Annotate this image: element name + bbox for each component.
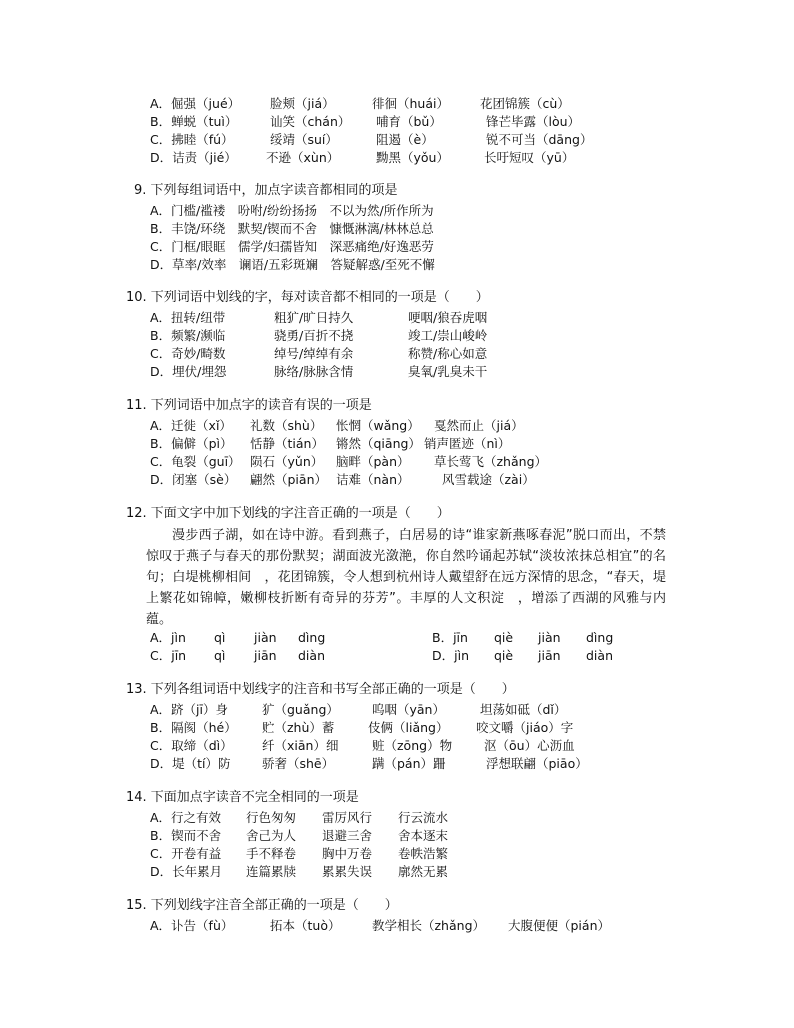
q8-b-1: B．蝉蜕（tuì） <box>150 114 238 129</box>
q8-b-3: 哺育（bǔ） <box>376 114 442 129</box>
q13-title: 13. 下列各组词语中划线字的注音和书写全部正确的一项是（ ） <box>126 682 515 697</box>
q11-title: 11. 下列词语中加点字的读音有误的一项是 <box>126 398 372 413</box>
q12-passage-text: 漫步西子湖，如在诗中游。看到燕子，白居易的诗“谁家新燕啄春泥”脱口而出，不禁惊叹于燕子与春天的那份默契；湖面波光潋滟，你自然吟诵起苏轼“淡妆浓抹总相宜”的名句；白堤桃柳相间 ，花团锦簇，令人想到杭州诗人戴望舒在远方深情的思念，“春天，堤上繁花如锦幛，嫩柳枝折断有奇异的芬芳”。丰厚的人文积淀 ，增添了西湖的风雅与内蕴。 <box>146 528 666 627</box>
q8-a-1: A．倔强（jué） <box>150 96 241 111</box>
q8-d-3: 黝黑（yǒu） <box>376 150 449 165</box>
q8-c-1: C．拂睦（fú） <box>150 132 234 147</box>
q14-title: 14. 下面加点字读音不完全相同的一项是 <box>126 790 359 805</box>
q8-a-2: 脸颊（jiá） <box>270 96 335 111</box>
q9-title: 9. 下列每组词语中，加点字读音都相同的项是 <box>134 183 398 198</box>
q8-a-3: 徘徊（huái） <box>372 96 449 111</box>
q8-c-3: 阻遏（è） <box>376 132 434 147</box>
q8-d-4: 长吁短叹（yū） <box>484 150 575 165</box>
q8-a-4: 花团锦簇（cù） <box>480 96 570 111</box>
q8-b-4: 锋芒毕露（lòu） <box>486 114 581 129</box>
exam-page: A．倔强（jué） 脸颊（jiá） 徘徊（huái） 花团锦簇（cù） B．蝉蜕（tuì） 讪笑（chán） 哺育（bǔ） 锋芒毕露（lòu） C．拂睦（fú） 绥靖（suí） 阻遏（è） 锐不可当（dāng） D．诘责（jié） 不逊（xùn） 黝黑（yǒu） 长吁短叹（yū） 9. 下列每组词语中，加点字读音都相同的项是 A．门槛/褴褛 吩咐/纷纷扬扬 不以为然/所作所为 B．丰饶/环绕 默契/锲而不舍 慷慨淋漓/林林总总 C．门框/眼眶 儒学/妇孺皆知 深恶痛绝/好逸恶劳 D．草率/效率 谰语/五彩斑斓 答疑解惑/至死不懈 10. 下列词语中划线的字，每对读音都不相同的一项是（ ） A．扭转/纽带 粗犷/旷日持久 哽咽/狼吞虎咽 B．频繁/濒临 骁勇/百折不挠 竣工/崇山峻岭 C．奇妙/畸数 绰号/绰绰有余 称赞/称心如意 D．埋伏/埋怨 脉络/脉脉含情 臭氧/乳臭未干 11. 下列词语中加点字的读音有误的一项是 A．迁徙（xǐ） 礼数（shù） 怅惘（wǎng） 戛然而止（jiá） B．偏僻（pì） 恬静（tián） 锵然（qiāng） 销声匿迹（nì） C．龟裂（guī） 陨石（yǔn） 脑畔（pàn） 草长莺飞（zhǎng） D．闭塞（sè） 翩然（piān） 诘难（nàn） 风雪载途（zài） 12. 下面文字中加下划线的字注音正确的一项是（ ） 漫步西子湖，如在诗中游。看到燕子，白居易的诗“谁家新燕啄春泥”脱口而出，不禁惊叹于燕子与春天的那份默契；湖面波光潋滟，你自然吟诵起苏轼“淡妆浓抹总相宜”的名句；白堤桃柳相间 ，花团锦簇，令人想到杭州诗人戴望舒在远方深情的思念，“春天，堤上繁花如锦幛，嫩柳枝折断有奇异的芬芳”。丰厚的人文积淀 ，增添了西湖的风雅与内蕴。 A．jìn qì jiàn dìng B．jīn qiè jiàn dìng C．jīn qì jiān diàn D．jìn qiè jiān diàn 13. 下列各组词语中划线字的注音和书写全部正确的一项是（ ） A．跻（jī）身 犷（guǎng） 呜咽（yān） 坦荡如砥（dǐ） B．隔阂（hé） 贮（zhù）蓄 伎俩（liǎng） 咬文嚼（jiáo）字 C．取缔（dì） 纤（xiān）细 赃（zōng）物 沤（ōu）心沥血 D．堤（tí）防 骄奢（shē） 蹒（pán）跚 浮想联翩（piāo） 14. 下面加点字读音不完全相同的一项是 A．行之有效 行色匆匆 雷厉风行 行云流水 B．锲而不舍 舍己为人 退避三舍 舍本逐末 C．开卷有益 手不释卷 胸中万卷 卷帙浩繁 D．长年累月 连篇累牍 累累失误 廓然无累 15. 下列划线字注音全部正确的一项是（ ） A．讣告（fù） 拓本（tuò） 教学相长（zhǎng） 大腹便便（pián） <box>126 96 666 933</box>
q8-d-1: D．诘责（jié） <box>150 150 237 165</box>
q12-passage <box>146 525 666 630</box>
q12-title: 12. 下面文字中加下划线的字注音正确的一项是（ ） <box>126 506 450 521</box>
q8-d-2: 不逊（xùn） <box>266 150 340 165</box>
q10-title: 10. 下列词语中划线的字，每对读音都不相同的一项是（ ） <box>126 290 489 305</box>
q8-b-2: 讪笑（chán） <box>270 114 351 129</box>
q15-title: 15. 下列划线字注音全部正确的一项是（ ） <box>126 898 398 913</box>
q8-c-4: 锐不可当（dāng） <box>486 132 593 147</box>
q8-c-2: 绥靖（suí） <box>270 132 338 147</box>
